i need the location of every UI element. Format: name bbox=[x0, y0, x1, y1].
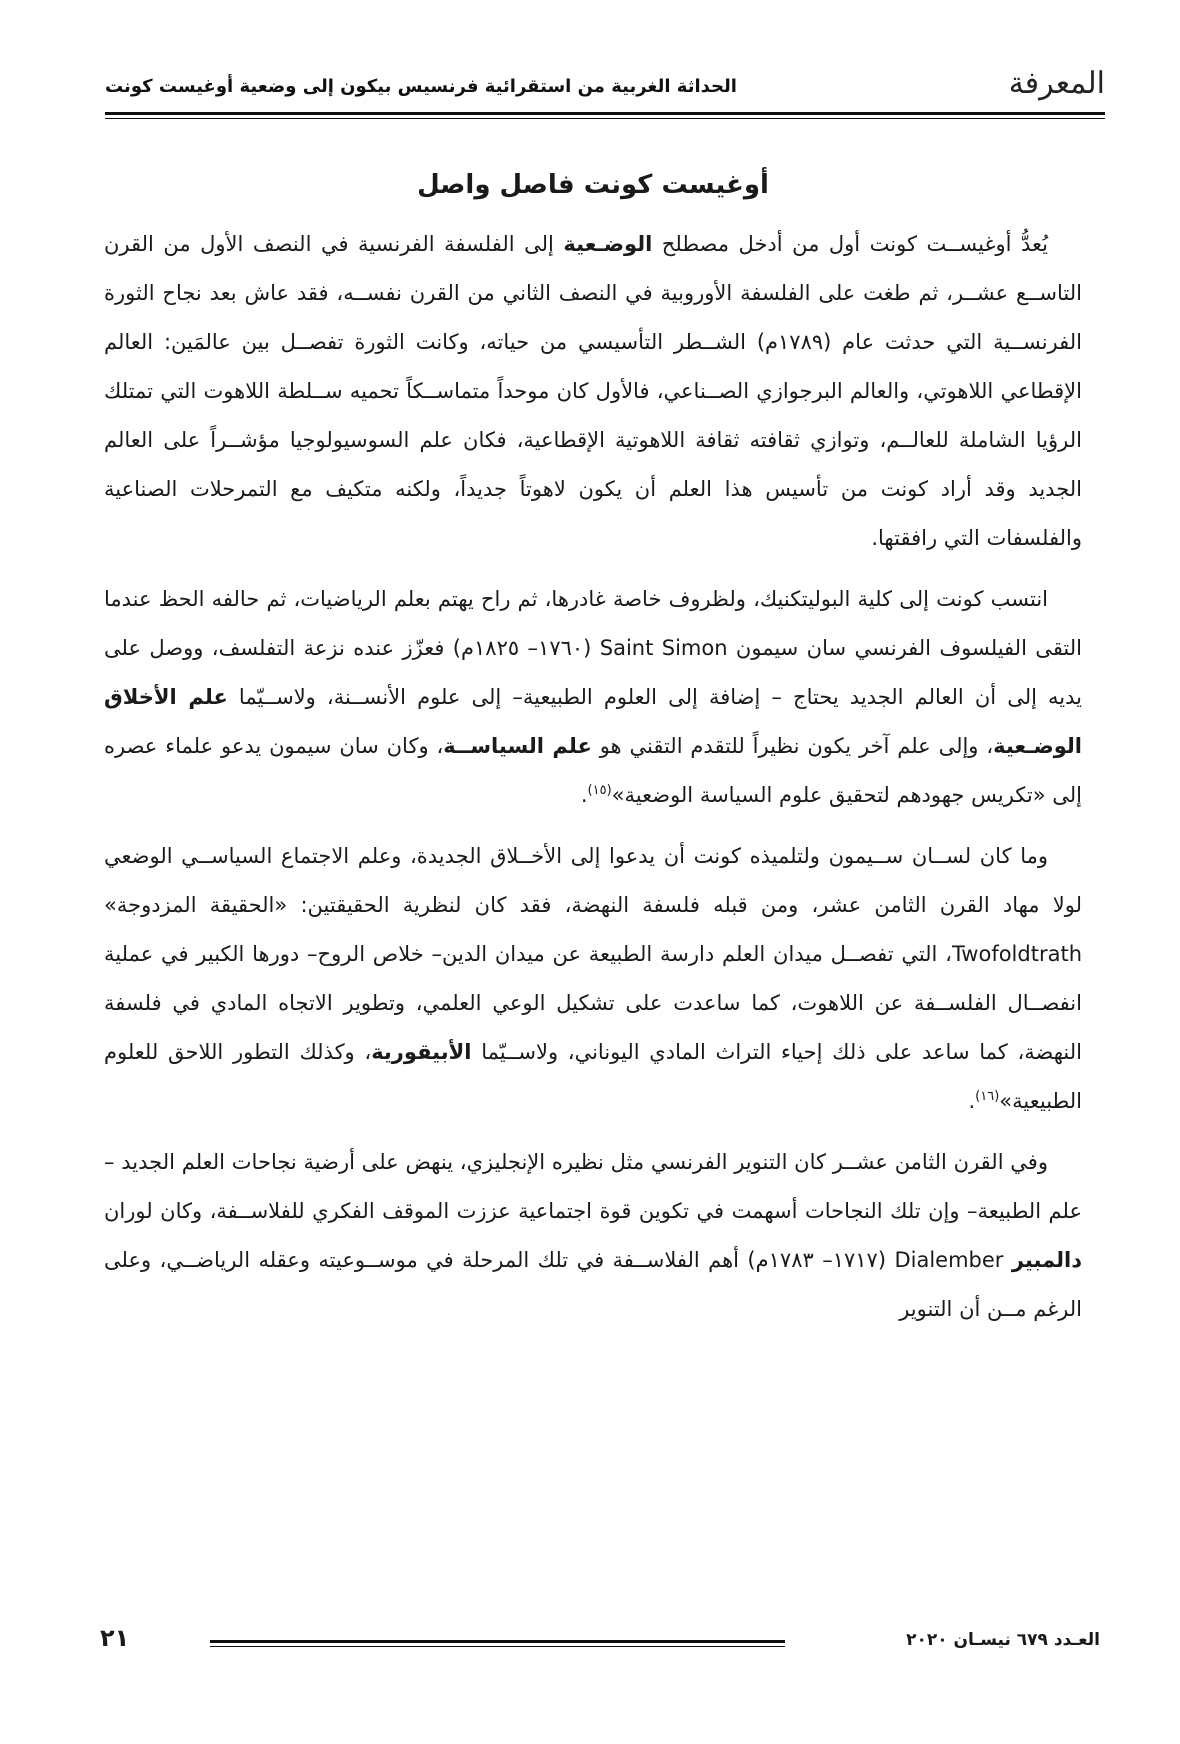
text-run: ، وإلى علم آخر يكون نظيراً للتقدم التقني هو bbox=[591, 734, 994, 758]
text-run: ، وكان سان سيمون يدعو علماء عصره إلى «تكريس جهودهم لتحقيق علوم السياسة الوضعية» bbox=[104, 734, 1082, 807]
bold-term: دالمبير bbox=[1011, 1248, 1083, 1272]
paragraph bbox=[104, 220, 1082, 563]
footnote-reference[interactable]: (١٦) bbox=[975, 1089, 1000, 1104]
text-run: وما كان لســان ســيمون ولتلميذه كونت أن يدعوا إلى الأخــلاق الجديدة، وعلم الاجتماع السياســي الوضعي لولا مهاد القرن الثامن عشر، ومن قبله فلسفة النهضة، فقد كان لنظرية الحقيقتين: «الحقيقة المزدوجة» Twofoldtrath، التي تفصــل ميدان العلم دارسة الطبيعة عن ميدان الدين– خلاص الروح– دورها الكبير في عملية انفصــال الفلســفة عن اللاهوت، كما ساعدت على تشكيل الوعي العلمي، وتطوير الاتجاه المادي في فلسفة النهضة، كما ساعد على ذلك إحياء التراث المادي اليوناني، ولاســيّما bbox=[104, 844, 1082, 1064]
text-run: وفي القرن الثامن عشــر كان التنوير الفرنسي مثل نظيره الإنجليزي، ينهض على أرضية نجاحات العلم الجديد – علم الطبيعة– وإن تلك النجاحات أسهمت في تكوين قوة اجتماعية عززت الموقف الفكري للفلاســفة، وكان لوران bbox=[104, 1150, 1082, 1223]
text-run: إلى الفلسفة الفرنسية في النصف الأول من القرن التاســع عشــر، ثم طغت على الفلسفة الأوروبية في النصف الثاني من القرن نفســه، فقد عاش بعد نجاح الثورة الفرنســية التي حدثت عام (١٧٨٩م) الشــطر التأسيسي من حياته، وكانت الثورة تفصــل بين عالمَين: العالم الإقطاعي اللاهوتي، والعالم البرجوازي الصــناعي، فالأول كان موحداً متماســكاً تحميه ســلطة اللاهوت التي تمتلك الرؤيا الشاملة للعالــم، وتوازي ثقافته ثقافة اللاهوتية الإقطاعية، فكان علم السوسيولوجيا مؤشــراً على العالم الجديد وقد أراد كونت من تأسيس هذا العلم أن يكون لاهوتاً جديداً، ولكنه متكيف مع التمرحلات الصناعية والفلسفات التي رافقتها. bbox=[104, 232, 1083, 550]
text-run: . bbox=[968, 1089, 976, 1113]
footer-rule-thin bbox=[210, 1646, 785, 1647]
paragraph bbox=[104, 575, 1082, 820]
text-run: . bbox=[580, 783, 588, 807]
running-title: الحداثة الغربية من استقرائية فرنسيس بيكون إلى وضعية أوغيست كونت bbox=[105, 76, 737, 97]
page-footer bbox=[100, 1624, 1100, 1664]
header-rule-thin bbox=[105, 118, 1105, 119]
footer-rule bbox=[210, 1640, 785, 1643]
paragraph-list bbox=[104, 220, 1082, 1334]
footnote-reference[interactable]: (١٥) bbox=[587, 783, 612, 798]
text-run: ، وكذلك التطور اللاحق للعلوم الطبيعية» bbox=[104, 1040, 1082, 1113]
bold-term: علم الأخلاق الوضـعية bbox=[104, 685, 1082, 758]
text-run: يُعدُّ أوغيســت كونت أول من أدخل مصطلح bbox=[652, 232, 1048, 256]
paragraph bbox=[104, 832, 1082, 1126]
bold-term: الوضـعية bbox=[563, 232, 653, 256]
page-number: ٢١ bbox=[100, 1624, 130, 1652]
text-run: انتسب كونت إلى كلية البوليتكنيك، ولظروف خاصة غادرها، ثم راح يهتم بعلم الرياضيات، ثم حالفه الحظ عندما التقى الفيلسوف الفرنسي سان سيمون Saint Simon (١٧٦٠– ١٨٢٥م) فعزّز عنده نزعة التفلسف، ووصل على يديه إلى أن العالم الجديد يحتاج – إضافة إلى العلوم الطبيعية– إلى علوم الأنســنة، ولاســيّما bbox=[104, 587, 1083, 709]
bold-term: الأبيقورية bbox=[371, 1040, 472, 1064]
paragraph bbox=[104, 1138, 1082, 1334]
bold-term: علم السياســة bbox=[443, 734, 592, 758]
header-rule bbox=[105, 112, 1105, 115]
issue-label: العـدد ٦٧٩ نيسـان ٢٠٢٠ bbox=[906, 1630, 1100, 1650]
article-body bbox=[104, 150, 1082, 1346]
page-header bbox=[105, 60, 1105, 112]
journal-logo: المعرفة bbox=[1008, 66, 1105, 101]
text-run: Dialember (١٧١٧– ١٧٨٣م) أهم الفلاســفة في تلك المرحلة في موســوعيته وعقله الرياضــي، وعلى الرغم مــن أن التنوير bbox=[104, 1248, 1082, 1321]
section-title: أوغيست كونت فاصل واصل bbox=[417, 170, 769, 200]
